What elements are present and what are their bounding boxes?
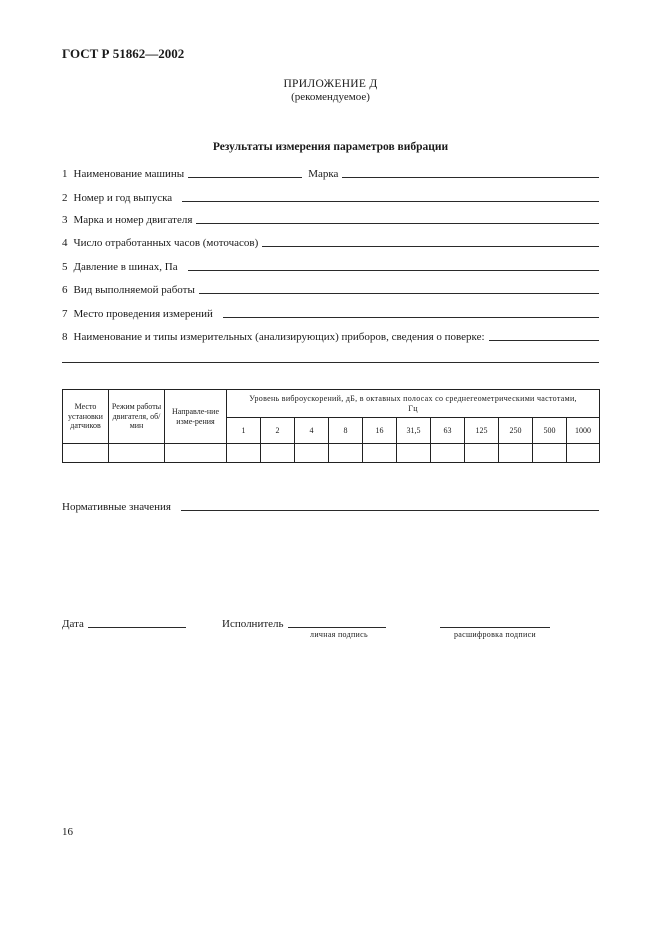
field-row-machine-name — [62, 166, 599, 180]
field-row-engine — [62, 212, 599, 226]
field-number: 7 — [62, 308, 68, 320]
header-frequency: 1000 — [567, 418, 600, 444]
field-row-work-type — [62, 282, 599, 296]
field-label: Давление в шинах, Па — [73, 261, 178, 273]
header-measurement-direction: Направле-ние изме-рения — [165, 390, 227, 444]
field-number: 8 — [62, 331, 68, 343]
decoding-field — [440, 616, 550, 630]
normative-input-line[interactable] — [181, 510, 599, 511]
field-number: 1 — [62, 168, 68, 180]
table-cell[interactable] — [431, 444, 465, 463]
header-frequency: 2 — [261, 418, 295, 444]
field-label-brand: Марка — [308, 168, 339, 180]
header-vibration-level: Уровень виброускорений, дБ, в октавных полосах со среднегеометрическими частотами, Гц — [227, 390, 600, 418]
machine-name-input-line[interactable] — [188, 177, 302, 178]
field-number: 5 — [62, 261, 68, 273]
engine-input-line[interactable] — [196, 223, 599, 224]
header-frequency: 500 — [533, 418, 567, 444]
field-row-normative — [62, 499, 599, 513]
field-number: 6 — [62, 284, 68, 296]
field-number: 4 — [62, 237, 68, 249]
header-frequency: 31,5 — [397, 418, 431, 444]
field-number: 2 — [62, 192, 68, 204]
header-frequency: 8 — [329, 418, 363, 444]
operating-hours-input-line[interactable] — [262, 246, 599, 247]
header-frequency: 1 — [227, 418, 261, 444]
field-label: Марка и номер двигателя — [73, 214, 193, 226]
number-year-input-line[interactable] — [182, 201, 599, 202]
field-row-operating-hours — [62, 235, 599, 249]
field-label: Место проведения измерений — [73, 308, 213, 320]
table-cell[interactable] — [533, 444, 567, 463]
field-row-instruments-continued — [62, 351, 599, 365]
table-row — [63, 444, 600, 463]
header-frequency: 250 — [499, 418, 533, 444]
page-number: 16 — [62, 826, 73, 838]
tire-pressure-input-line[interactable] — [188, 270, 599, 271]
executor-field — [222, 616, 386, 630]
decoding-input-line[interactable] — [440, 627, 550, 628]
field-label: Число отработанных часов (моточасов) — [73, 237, 259, 249]
decoding-caption: расшифровка подписи — [453, 630, 537, 639]
table-cell[interactable] — [165, 444, 227, 463]
instruments-input-line-2[interactable] — [62, 362, 599, 363]
signature-input-line[interactable] — [288, 627, 386, 628]
header-engine-mode: Режим работы двигателя, об/мин — [109, 390, 165, 444]
table-cell[interactable] — [261, 444, 295, 463]
header-frequency: 4 — [295, 418, 329, 444]
standard-code: ГОСТ Р 51862—2002 — [62, 46, 185, 61]
instruments-input-line[interactable] — [489, 340, 599, 341]
table-cell[interactable] — [295, 444, 329, 463]
field-row-number-year — [62, 190, 599, 204]
header-frequency: 125 — [465, 418, 499, 444]
measurement-place-input-line[interactable] — [223, 317, 599, 318]
normative-label: Нормативные значения — [62, 501, 171, 513]
table-cell[interactable] — [499, 444, 533, 463]
table-cell[interactable] — [397, 444, 431, 463]
executor-label: Исполнитель — [222, 618, 284, 630]
table-cell[interactable] — [363, 444, 397, 463]
brand-input-line[interactable] — [342, 177, 599, 178]
date-input-line[interactable] — [88, 627, 186, 628]
document-title: Результаты измерения параметров вибрации — [212, 141, 449, 153]
field-row-tire-pressure — [62, 259, 599, 273]
field-row-instruments — [62, 329, 599, 343]
table-cell[interactable] — [329, 444, 363, 463]
vibration-results-table — [62, 389, 600, 463]
field-number: 3 — [62, 214, 68, 226]
date-label: Дата — [62, 618, 84, 630]
table-cell[interactable] — [227, 444, 261, 463]
header-frequency: 63 — [431, 418, 465, 444]
table-cell[interactable] — [63, 444, 109, 463]
field-label: Номер и год выпуска — [73, 192, 173, 204]
field-row-measurement-place — [62, 306, 599, 320]
appendix-title: ПРИЛОЖЕНИЕ Д — [283, 78, 378, 90]
field-label: Наименование и типы измерительных (анализирующих) приборов, сведения о поверке: — [73, 331, 485, 343]
date-field — [62, 616, 186, 630]
field-label: Вид выполняемой работы — [73, 284, 195, 296]
work-type-input-line[interactable] — [199, 293, 599, 294]
table-cell[interactable] — [567, 444, 600, 463]
field-label: Наименование машины — [73, 168, 185, 180]
appendix-subtitle: (рекомендуемое) — [291, 91, 370, 103]
signature-caption: личная подпись — [310, 630, 368, 639]
table-cell[interactable] — [109, 444, 165, 463]
header-sensor-location: Место установки датчиков — [63, 390, 109, 444]
table-cell[interactable] — [465, 444, 499, 463]
header-frequency: 16 — [363, 418, 397, 444]
